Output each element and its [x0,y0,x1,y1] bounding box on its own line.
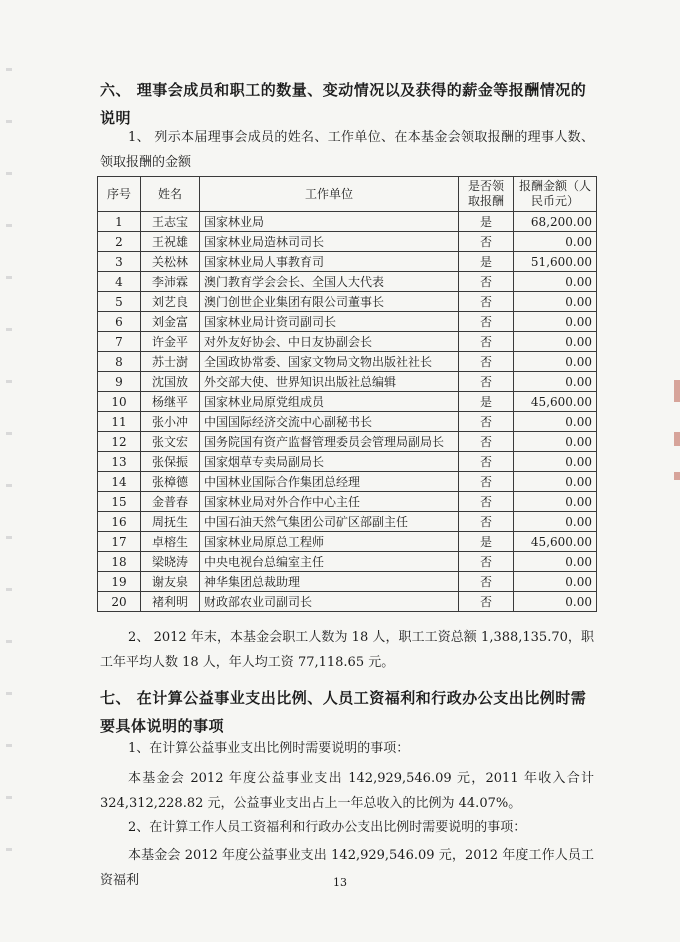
cell-name: 许金平 [141,332,200,352]
cell-unit: 外交部大使、世界知识出版社总编辑 [200,372,459,392]
cell-paid: 否 [459,512,514,532]
cell-unit: 国务院国有资产监督管理委员会管理局副局长 [200,432,459,452]
cell-unit: 澳门创世企业集团有限公司董事长 [200,292,459,312]
cell-amount: 0.00 [514,592,597,612]
cell-unit: 国家林业局原总工程师 [200,532,459,552]
header-paid: 是否领取报酬 [459,177,514,212]
header-unit: 工作单位 [200,177,459,212]
cell-amount: 0.00 [514,432,597,452]
cell-unit: 国家烟草专卖局副局长 [200,452,459,472]
cell-name: 王祝雄 [141,232,200,252]
section-6-item-2: 2、 2012 年末，本基金会职工人数为 18 人，职工工资总额 1,388,135.70，职工年平均人数 18 人，年人均工资 77,118.65 元。 [100,630,594,670]
table-row [98,532,597,552]
cell-paid: 否 [459,272,514,292]
cell-no: 4 [98,272,141,292]
cell-name: 刘艺良 [141,292,200,312]
cell-unit: 对外友好协会、中日友协副会长 [200,332,459,352]
cell-unit: 国家林业局计资司副司长 [200,312,459,332]
section-7-item-2-text: 本基金会 2012 年度公益事业支出 142,929,546.09 元，2012 年度工作人员工资福利 [100,848,594,888]
table-row [98,412,597,432]
cell-no: 17 [98,532,141,552]
section-6-heading: 六、 理事会成员和职工的数量、变动情况以及获得的薪金等报酬情况的说明 [100,81,587,127]
table-row [98,592,597,612]
cell-no: 6 [98,312,141,332]
table-row [98,372,597,392]
cell-name: 谢友泉 [141,572,200,592]
cell-name: 刘金富 [141,312,200,332]
cell-paid: 是 [459,532,514,552]
cell-unit: 财政部农业司副司长 [200,592,459,612]
cell-name: 王志宝 [141,212,200,232]
table-header-row [98,177,597,212]
table-row [98,312,597,332]
cell-paid: 否 [459,372,514,392]
page-number: 13 [333,876,347,889]
cell-name: 梁晓涛 [141,552,200,572]
cell-unit: 中国国际经济交流中心副秘书长 [200,412,459,432]
cell-unit: 国家林业局原党组成员 [200,392,459,412]
section-7-heading: 七、 在计算公益事业支出比例、人员工资福利和行政办公支出比例时需要具体说明的事项 [100,689,587,735]
cell-amount: 0.00 [514,572,597,592]
cell-no: 8 [98,352,141,372]
cell-paid: 否 [459,292,514,312]
cell-unit: 澳门教育学会会长、全国人大代表 [200,272,459,292]
table-row [98,572,597,592]
table-row [98,452,597,472]
table-body [98,212,597,612]
section-7-item-1-text: 本基金会 2012 年度公益事业支出 142,929,546.09 元，2011 年收入合计 324,312,228.82 元，公益事业支出占上一年总收入的比例为 44.07%。 [100,771,594,811]
cell-unit: 全国政协常委、国家文物局文物出版社社长 [200,352,459,372]
table-row [98,232,597,252]
cell-no: 13 [98,452,141,472]
board-salary-table [97,176,597,612]
cell-no: 20 [98,592,141,612]
cell-amount: 0.00 [514,232,597,252]
cell-no: 2 [98,232,141,252]
cell-unit: 中央电视台总编室主任 [200,552,459,572]
cell-paid: 否 [459,592,514,612]
cell-no: 5 [98,292,141,312]
cell-paid: 否 [459,492,514,512]
cell-no: 14 [98,472,141,492]
cell-paid: 是 [459,212,514,232]
cell-amount: 0.00 [514,292,597,312]
cell-name: 张樟德 [141,472,200,492]
table-row [98,212,597,232]
binder-holes [6,40,12,900]
cell-unit: 中国石油天然气集团公司矿区部副主任 [200,512,459,532]
cell-name: 卓榕生 [141,532,200,552]
cell-unit: 国家林业局造林司司长 [200,232,459,252]
cell-no: 1 [98,212,141,232]
table-row [98,512,597,532]
section-7-item-1: 1、在计算公益事业支出比例时需要说明的事项： [128,741,410,756]
cell-unit: 神华集团总裁助理 [200,572,459,592]
cell-paid: 否 [459,312,514,332]
table-row [98,352,597,372]
cell-name: 沈国放 [141,372,200,392]
cell-unit: 国家林业局对外合作中心主任 [200,492,459,512]
edge-stamp-mark [674,472,680,480]
table-row [98,492,597,512]
cell-no: 18 [98,552,141,572]
table-row [98,472,597,492]
header-no: 序号 [98,177,141,212]
table-row [98,552,597,572]
cell-name: 张文宏 [141,432,200,452]
cell-no: 7 [98,332,141,352]
cell-no: 19 [98,572,141,592]
cell-unit: 国家林业局 [200,212,459,232]
header-name: 姓名 [141,177,200,212]
header-amount: 报酬金额（人民币元） [514,177,597,212]
cell-unit: 国家林业局人事教育司 [200,252,459,272]
table-row [98,432,597,452]
cell-paid: 是 [459,392,514,412]
cell-amount: 0.00 [514,492,597,512]
cell-no: 10 [98,392,141,412]
cell-amount: 0.00 [514,352,597,372]
section-7-item-2: 2、在计算工作人员工资福利和行政办公支出比例时需要说明的事项： [128,820,527,835]
cell-amount: 0.00 [514,472,597,492]
cell-amount: 0.00 [514,312,597,332]
cell-name: 张小冲 [141,412,200,432]
cell-amount: 0.00 [514,452,597,472]
table-row [98,292,597,312]
cell-paid: 否 [459,432,514,452]
cell-amount: 51,600.00 [514,252,597,272]
cell-paid: 否 [459,472,514,492]
cell-amount: 0.00 [514,332,597,352]
cell-name: 褚利明 [141,592,200,612]
cell-name: 周抚生 [141,512,200,532]
cell-amount: 0.00 [514,512,597,532]
table-row [98,252,597,272]
cell-unit: 中国林业国际合作集团总经理 [200,472,459,492]
cell-paid: 是 [459,252,514,272]
table-row [98,332,597,352]
table-row [98,392,597,412]
cell-name: 杨继平 [141,392,200,412]
cell-paid: 否 [459,352,514,372]
cell-name: 李沛霖 [141,272,200,292]
cell-no: 12 [98,432,141,452]
cell-amount: 0.00 [514,372,597,392]
cell-amount: 0.00 [514,272,597,292]
cell-amount: 68,200.00 [514,212,597,232]
cell-name: 苏士澍 [141,352,200,372]
cell-paid: 否 [459,452,514,472]
table-row [98,272,597,292]
cell-paid: 否 [459,552,514,572]
cell-no: 9 [98,372,141,392]
cell-name: 关松林 [141,252,200,272]
cell-no: 16 [98,512,141,532]
cell-amount: 45,600.00 [514,532,597,552]
cell-no: 11 [98,412,141,432]
cell-name: 金普春 [141,492,200,512]
cell-paid: 否 [459,412,514,432]
cell-paid: 否 [459,232,514,252]
cell-amount: 0.00 [514,552,597,572]
section-6-item-1: 1、 列示本届理事会成员的姓名、工作单位、在本基金会领取报酬的理事人数、领取报酬的金额 [100,130,594,170]
cell-no: 3 [98,252,141,272]
cell-amount: 0.00 [514,412,597,432]
edge-stamp-mark [674,432,680,446]
cell-name: 张保振 [141,452,200,472]
cell-paid: 否 [459,332,514,352]
cell-no: 15 [98,492,141,512]
cell-paid: 否 [459,572,514,592]
edge-stamp-mark [674,380,680,402]
cell-amount: 45,600.00 [514,392,597,412]
